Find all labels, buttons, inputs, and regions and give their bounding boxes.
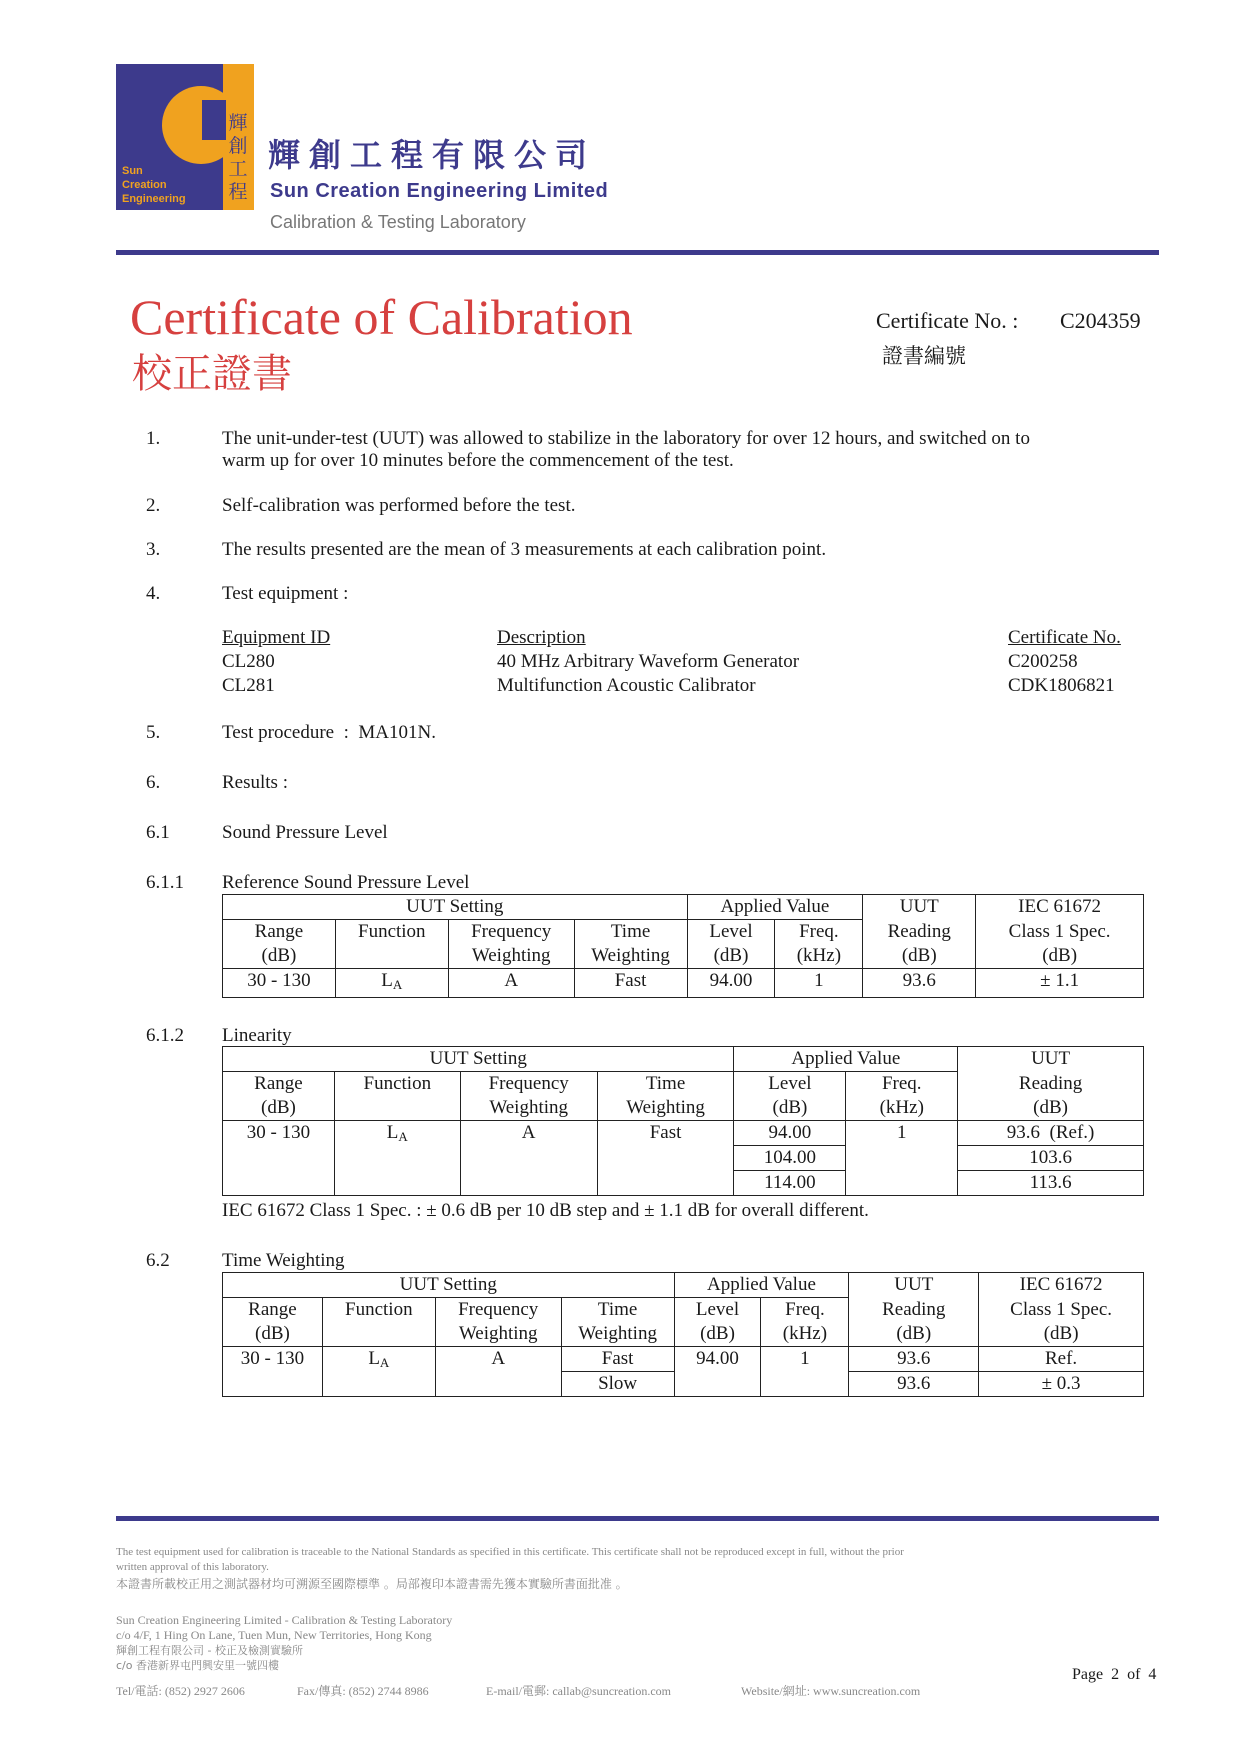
item-number: 6.1 bbox=[146, 822, 170, 843]
header-time-weighting: Time Weighting bbox=[561, 1298, 674, 1347]
section-title: Time Weighting bbox=[222, 1250, 345, 1271]
header-frequency-weighting: Frequency Weighting bbox=[448, 920, 574, 969]
header-iec: IEC 61672 bbox=[976, 895, 1144, 920]
certificate-title: Certificate of Calibration bbox=[130, 289, 633, 345]
item-number: 2. bbox=[146, 495, 161, 516]
cell-reading: 93.6 bbox=[849, 1347, 979, 1372]
header-uut-setting: UUT Setting bbox=[223, 895, 688, 920]
equipment-id: CL280 bbox=[222, 651, 275, 672]
table-row bbox=[223, 969, 1144, 998]
cell-reading: 93.6 (Ref.) bbox=[958, 1121, 1144, 1146]
traceability-line: written approval of this laboratory. bbox=[116, 1561, 269, 1573]
traceability-note bbox=[116, 1545, 1159, 1592]
email-link[interactable]: E-mail/電郵: callab@suncreation.com bbox=[486, 1684, 671, 1698]
item-number: 6.2 bbox=[146, 1250, 170, 1271]
linearity-spec-note: IEC 61672 Class 1 Spec. : ± 0.6 dB per 10 dB step and ± 1.1 dB for overall different. bbox=[222, 1200, 869, 1221]
cell-time-weighting: Fast bbox=[574, 969, 687, 998]
equipment-description: 40 MHz Arbitrary Waveform Generator bbox=[497, 651, 800, 672]
header-class1-spec: Class 1 Spec. (dB) bbox=[976, 920, 1144, 969]
cell-frequency-weighting: A bbox=[448, 969, 574, 998]
address-line: c/o 4/F, 1 Hing On Lane, Tuen Mun, New Territories, Hong Kong bbox=[116, 1628, 432, 1642]
header-applied-value: Applied Value bbox=[687, 895, 863, 920]
item-number: 5. bbox=[146, 722, 161, 743]
company-name-zh: 輝創工程有限公司 bbox=[268, 136, 597, 174]
address-line: 輝創工程有限公司 - 校正及檢測實驗所 bbox=[116, 1644, 303, 1657]
cell-time-weighting: Fast bbox=[561, 1347, 674, 1372]
cell-range: 30 - 130 bbox=[223, 1347, 323, 1397]
certificate-title-zh: 校正證書 bbox=[132, 351, 292, 397]
header-uut: UUT bbox=[863, 895, 976, 920]
logo-zh-char: 創 bbox=[228, 135, 248, 157]
cell-level: 94.00 bbox=[734, 1121, 846, 1146]
cell-reading: 113.6 bbox=[958, 1171, 1144, 1196]
logo-text-line: Engineering bbox=[122, 193, 186, 205]
header-time-weighting: Time Weighting bbox=[574, 920, 687, 969]
item-text: Sound Pressure Level bbox=[222, 822, 388, 843]
cell-range: 30 - 130 bbox=[223, 1121, 335, 1196]
header-freq: Freq. (kHz) bbox=[846, 1072, 958, 1121]
item-number: 6.1.1 bbox=[146, 872, 184, 893]
company-subtitle: Calibration & Testing Laboratory bbox=[270, 212, 526, 232]
company-name-en: Sun Creation Engineering Limited bbox=[270, 180, 609, 202]
equipment-header-description: Description bbox=[497, 627, 586, 648]
item-text: Test procedure : MA101N. bbox=[222, 722, 436, 743]
item-number: 4. bbox=[146, 583, 161, 604]
tel-number: Tel/電話: (852) 2927 2606 bbox=[116, 1684, 245, 1698]
address-line: Sun Creation Engineering Limited - Calibration & Testing Laboratory bbox=[116, 1613, 453, 1627]
header-reading: Reading (dB) bbox=[958, 1072, 1144, 1121]
item-text: Test equipment : bbox=[222, 583, 349, 604]
cell-reading: 93.6 bbox=[863, 969, 976, 998]
traceability-line-zh: 本證書所載校正用之測試器材均可溯源至國際標準 。局部複印本證書需先獲本實驗所書面批准 。 bbox=[116, 1577, 628, 1591]
lab-address bbox=[116, 1613, 452, 1673]
header-time-weighting: Time Weighting bbox=[597, 1072, 734, 1121]
header-freq: Freq. (kHz) bbox=[775, 920, 863, 969]
header-applied-value: Applied Value bbox=[674, 1273, 849, 1298]
equipment-description: Multifunction Acoustic Calibrator bbox=[497, 675, 756, 696]
cell-reading: 93.6 bbox=[849, 1372, 979, 1397]
cell-function: $L_A$ bbox=[322, 1347, 435, 1397]
cell-frequency-weighting: A bbox=[435, 1347, 561, 1397]
cell-freq: 1 bbox=[761, 1347, 849, 1397]
header-range: Range (dB) bbox=[223, 1298, 323, 1347]
time-weighting-table bbox=[222, 1272, 1144, 1397]
cell-level: 104.00 bbox=[734, 1146, 846, 1171]
equipment-header-certificate: Certificate No. bbox=[1008, 627, 1121, 648]
linearity-table bbox=[222, 1046, 1144, 1196]
cell-reading: 103.6 bbox=[958, 1146, 1144, 1171]
item-text bbox=[222, 428, 1147, 472]
cell-spec: Ref. bbox=[979, 1347, 1144, 1372]
equipment-certificate: CDK1806821 bbox=[1008, 675, 1115, 696]
company-logo bbox=[116, 64, 254, 210]
item-number: 6. bbox=[146, 772, 161, 793]
cell-spec: ± 1.1 bbox=[976, 969, 1144, 998]
cell-frequency-weighting: A bbox=[460, 1121, 597, 1196]
cell-function: $L_A$ bbox=[335, 969, 448, 998]
website-link[interactable]: Website/網址: www.suncreation.com bbox=[741, 1684, 921, 1698]
reference-spl-table bbox=[222, 894, 1144, 998]
cell-freq: 1 bbox=[846, 1121, 958, 1196]
cell-level: 94.00 bbox=[674, 1347, 761, 1397]
item-text: Results : bbox=[222, 772, 288, 793]
logo-zh-char: 工 bbox=[228, 158, 248, 180]
certificate-no-label: Certificate No. : bbox=[876, 308, 1019, 333]
header-uut-setting: UUT Setting bbox=[223, 1047, 734, 1072]
header-freq: Freq. (kHz) bbox=[761, 1298, 849, 1347]
header-level: Level (dB) bbox=[734, 1072, 846, 1121]
logo-zh-char: 輝 bbox=[228, 112, 248, 134]
cell-level: 94.00 bbox=[687, 969, 775, 998]
equipment-header-id: Equipment ID bbox=[222, 627, 331, 648]
cell-range: 30 - 130 bbox=[223, 969, 336, 998]
header-frequency-weighting: Frequency Weighting bbox=[460, 1072, 597, 1121]
item-text: Self-calibration was performed before the test. bbox=[222, 495, 576, 516]
header-uut-setting: UUT Setting bbox=[223, 1273, 675, 1298]
equipment-id: CL281 bbox=[222, 675, 275, 696]
header-divider bbox=[116, 250, 1159, 255]
cell-level: 114.00 bbox=[734, 1171, 846, 1196]
header-uut: UUT bbox=[849, 1273, 979, 1298]
logo-text-line: Sun bbox=[122, 165, 143, 177]
header-uut: UUT bbox=[958, 1047, 1144, 1072]
cell-time-weighting: Fast bbox=[597, 1121, 734, 1196]
address-line: c/o 香港新界屯門興安里一號四樓 bbox=[116, 1659, 279, 1672]
header-function: Function bbox=[334, 1072, 460, 1121]
logo-zh-char: 程 bbox=[228, 181, 248, 203]
header-level: Level (dB) bbox=[674, 1298, 761, 1347]
item-number: 1. bbox=[146, 428, 161, 449]
header-iec: IEC 61672 bbox=[979, 1273, 1144, 1298]
header-reading: Reading (dB) bbox=[849, 1298, 979, 1347]
cell-function: $L_A$ bbox=[334, 1121, 460, 1196]
cell-freq: 1 bbox=[775, 969, 863, 998]
header-applied-value: Applied Value bbox=[734, 1047, 958, 1072]
header-function: Function bbox=[322, 1298, 435, 1347]
fax-number: Fax/傳真: (852) 2744 8986 bbox=[297, 1684, 429, 1698]
logo-text-line: Creation bbox=[122, 179, 167, 191]
traceability-line: The test equipment used for calibration is traceable to the National Standards as specified in this certificate. This certificate shall not be reproduced except in full, without the prior bbox=[116, 1546, 904, 1558]
section-title: Linearity bbox=[222, 1025, 292, 1046]
cell-spec: ± 0.3 bbox=[979, 1372, 1144, 1397]
header-reading: Reading (dB) bbox=[863, 920, 976, 969]
equipment-certificate: C200258 bbox=[1008, 651, 1078, 672]
item-text-line: warm up for over 10 minutes before the commencement of the test. bbox=[222, 450, 734, 471]
table-row bbox=[223, 1347, 1144, 1372]
footer-divider bbox=[116, 1516, 1159, 1521]
item-text-line: The unit-under-test (UUT) was allowed to stabilize in the laboratory for over 12 hours, and switched on to bbox=[222, 428, 1030, 449]
header-level: Level (dB) bbox=[687, 920, 775, 969]
header-class1-spec: Class 1 Spec. (dB) bbox=[979, 1298, 1144, 1347]
header-function: Function bbox=[335, 920, 448, 969]
item-number: 6.1.2 bbox=[146, 1025, 184, 1046]
item-text: The results presented are the mean of 3 measurements at each calibration point. bbox=[222, 539, 827, 560]
item-number: 3. bbox=[146, 539, 161, 560]
page-number: Page 2 of 4 bbox=[1072, 1666, 1157, 1683]
section-title: Reference Sound Pressure Level bbox=[222, 872, 470, 893]
header-range: Range (dB) bbox=[223, 1072, 335, 1121]
certificate-no-label-zh: 證書編號 bbox=[882, 344, 966, 368]
table-row bbox=[223, 1121, 1144, 1146]
certificate-no-value: C204359 bbox=[1060, 308, 1141, 333]
cell-time-weighting: Slow bbox=[561, 1372, 674, 1397]
header-range: Range (dB) bbox=[223, 920, 336, 969]
header-frequency-weighting: Frequency Weighting bbox=[435, 1298, 561, 1347]
